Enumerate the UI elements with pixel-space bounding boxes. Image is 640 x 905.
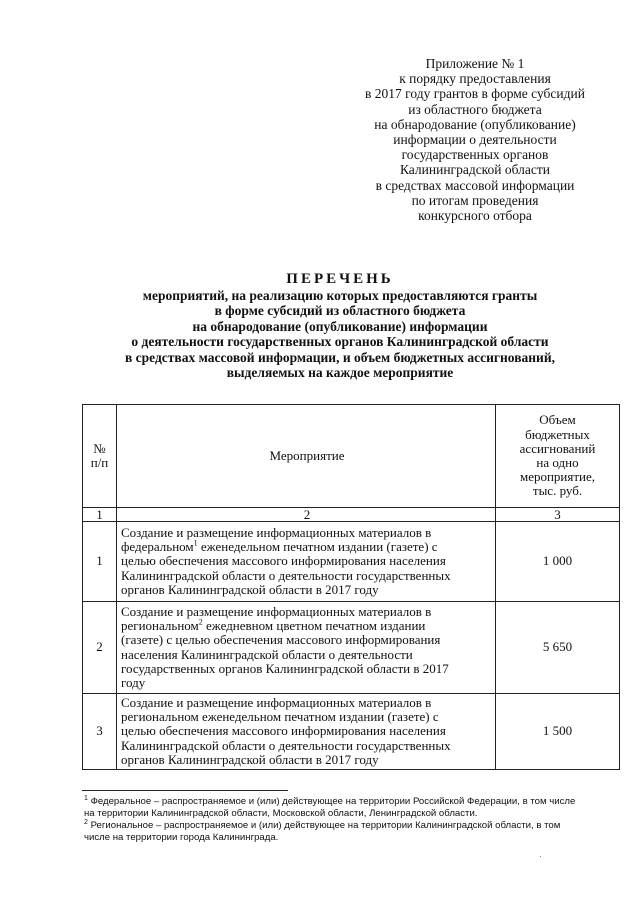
appendix-line: к порядку предоставления xyxy=(399,71,551,87)
footnotes xyxy=(84,796,604,844)
row-num: 3 xyxy=(83,694,117,770)
event-line: Создание и размещение информационных материалов в xyxy=(121,694,432,710)
event-line: (газете) с целью обеспечения массового информирования xyxy=(121,632,441,648)
row-num: 2 xyxy=(83,602,117,694)
header-volume-line: ассигнований xyxy=(519,440,596,456)
title-line: в средствах массовой информации, и объем бюджетных ассигнований, xyxy=(125,349,555,365)
appendix-line: из областного бюджета xyxy=(408,101,542,117)
footnote-ref: 1 xyxy=(193,538,198,548)
header-event: Мероприятие xyxy=(117,405,496,508)
header-num-line: п/п xyxy=(90,455,109,470)
event-line: государственных органов Калининградской области в 2017 xyxy=(121,660,449,676)
title-line: в форме субсидий из областного бюджета xyxy=(214,303,466,319)
event-line: региональном еженедельном печатном издании (газете) с xyxy=(121,709,439,725)
table-header-row xyxy=(83,405,620,508)
appendix-block xyxy=(325,56,625,223)
header-volume-line: бюджетных xyxy=(525,426,590,442)
document-title xyxy=(60,270,620,380)
title-line: выделяемых на каждое мероприятие xyxy=(226,365,454,381)
event-line: Создание и размещение информационных материалов в xyxy=(121,524,432,540)
event-line: Калининградской области о деятельности государственных xyxy=(121,567,451,583)
event-line: региональном$^2$ ежедневном цветном печатном издании xyxy=(121,617,426,634)
appendix-line: государственных органов xyxy=(401,147,549,163)
appendix-line: в средствах массовой информации xyxy=(375,177,575,193)
footnote-divider xyxy=(82,790,288,791)
event-line: целью обеспечения массового информирования населения xyxy=(121,723,446,739)
title-heading: ПЕРЕЧЕНЬ xyxy=(286,271,394,287)
header-num xyxy=(83,405,117,508)
event-line: Создание и размещение информационных материалов в xyxy=(121,603,432,619)
row-amount: 1 000 xyxy=(496,522,620,602)
footnote-1-cont: на территории Калининградской области, Московской области, Ленинградской области. xyxy=(84,808,478,819)
appendix-line: в 2017 году грантов в форме субсидий xyxy=(365,86,585,102)
event-line: целью обеспечения массового информирования населения xyxy=(121,553,446,569)
appendix-line: Приложение № 1 xyxy=(425,56,525,71)
column-number: 1 xyxy=(83,508,117,522)
appendix-line: информации о деятельности xyxy=(393,132,557,148)
row-event xyxy=(117,602,496,694)
footnote-ref: 2 xyxy=(198,617,203,627)
event-line: федеральном$^1$ еженедельном печатном издании (газете) с xyxy=(121,538,438,555)
footnote-2: $^2$ Региональное – распространяемое и (или) действующее на территории Калининградской области, в том xyxy=(84,818,561,831)
header-volume-line: на одно xyxy=(536,455,579,470)
row-event xyxy=(117,694,496,770)
row-event xyxy=(117,522,496,602)
events-table xyxy=(82,404,620,770)
table-row xyxy=(83,602,620,694)
column-number: 2 xyxy=(117,508,496,522)
scan-speck xyxy=(540,856,541,857)
title-line: мероприятий, на реализацию которых предоставляются гранты xyxy=(142,288,538,303)
event-line: году xyxy=(121,674,146,690)
title-line: на обнародование (опубликование) информации xyxy=(192,318,488,334)
event-line: населения Калининградской области о деятельности xyxy=(121,646,413,662)
column-number-row xyxy=(83,508,620,522)
title-line: о деятельности государственных органов Калининградской области xyxy=(131,334,549,350)
row-num: 1 xyxy=(83,522,117,602)
table-row xyxy=(83,522,620,602)
table-row xyxy=(83,694,620,770)
column-number: 3 xyxy=(496,508,620,522)
appendix-line: конкурсного отбора xyxy=(418,208,532,224)
event-line: органов Калининградской области в 2017 году xyxy=(121,581,379,597)
footnote-2-cont: числе на территории города Калининграда. xyxy=(84,832,279,843)
header-volume-line: мероприятие, xyxy=(519,469,596,485)
footnote-1: $^1$ Федеральное – распространяемое и (или) действующее на территории Российской Федерации, в том числе xyxy=(84,794,576,807)
header-volume-line: Объем xyxy=(539,412,576,428)
event-line: Калининградской области о деятельности государственных xyxy=(121,737,451,753)
appendix-line: Калининградской области xyxy=(399,162,551,178)
header-num-line: № xyxy=(93,440,106,456)
row-amount: 5 650 xyxy=(496,602,620,694)
appendix-line: по итогам проведения xyxy=(411,192,539,208)
header-volume xyxy=(496,405,620,508)
appendix-line: на обнародование (опубликование) xyxy=(374,116,576,132)
event-line: органов Калининградской области в 2017 году xyxy=(121,751,379,767)
row-amount: 1 500 xyxy=(496,694,620,770)
title-subtitle xyxy=(60,288,620,380)
header-volume-line: тыс. руб. xyxy=(532,483,583,499)
